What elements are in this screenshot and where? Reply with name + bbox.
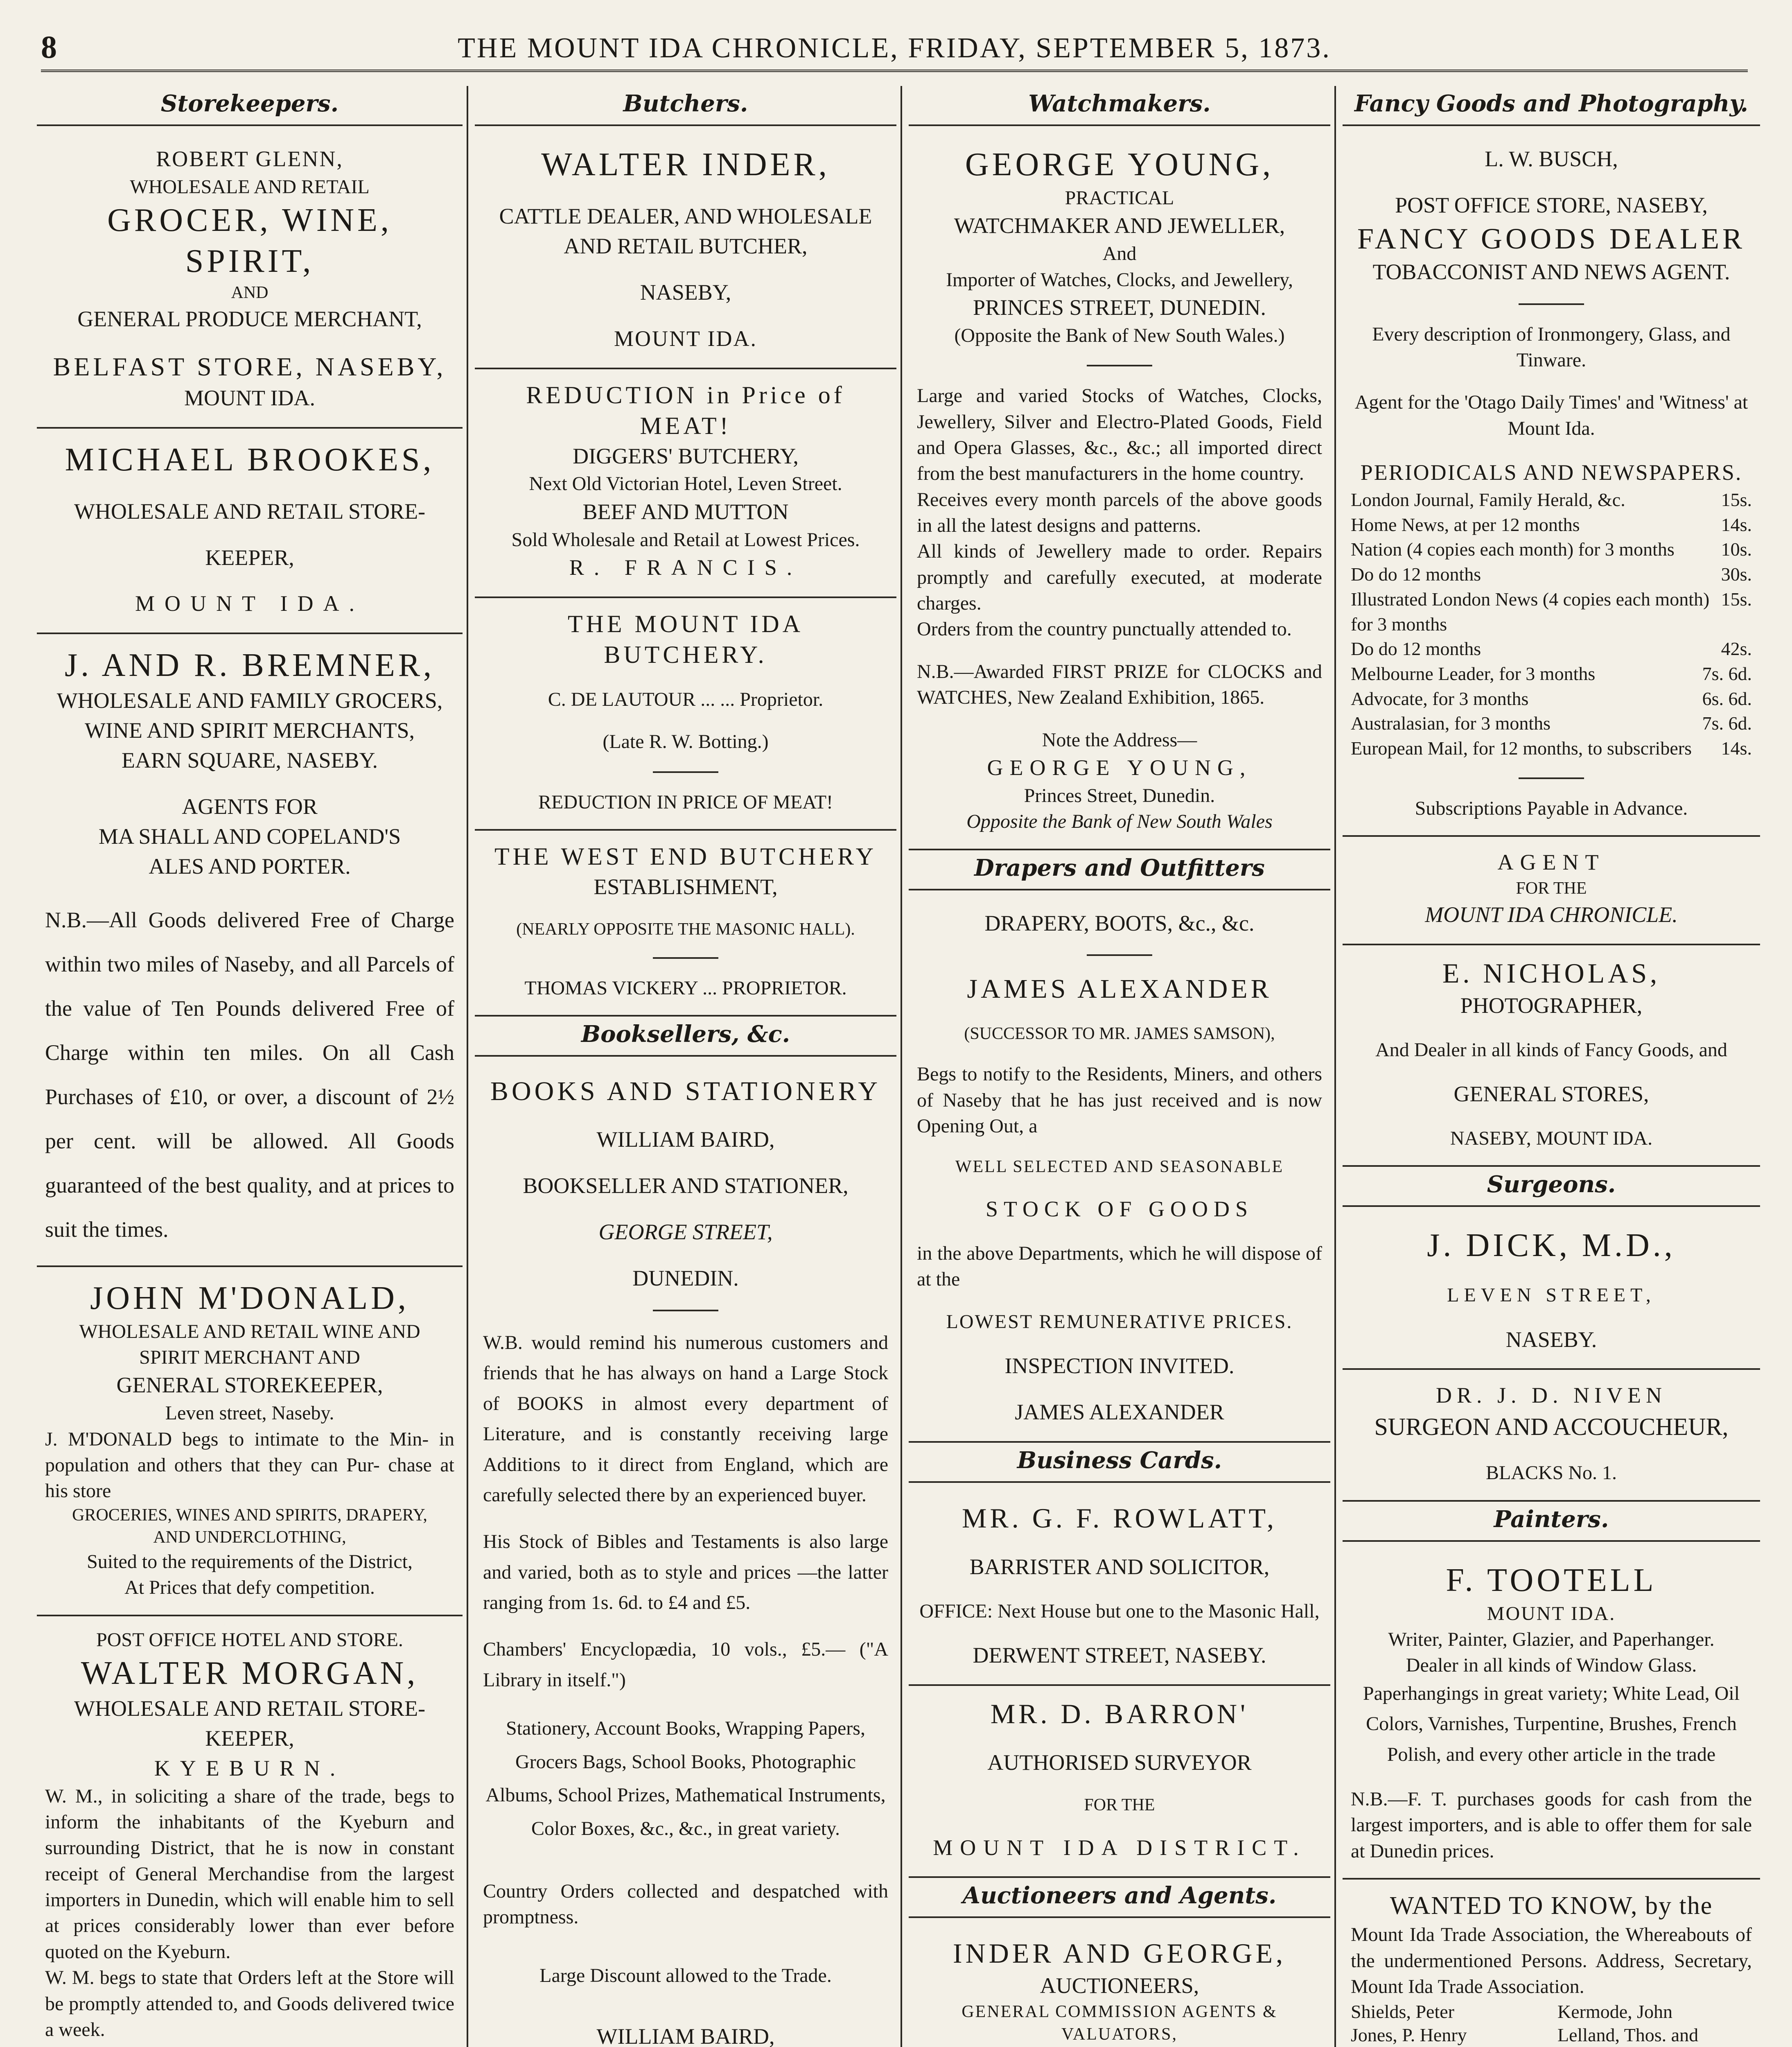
- section-header: Drapers and Outfitters: [909, 850, 1330, 890]
- ad-body: Large and varied Stocks of Watches, Clocks, Jewellery, Silver and Electro-Plated Goods, Field and Opera Glasses, &c., &c.; all imported direct from the best manufacturers in the home country.: [917, 385, 1322, 485]
- section-header: Butchers.: [475, 86, 896, 126]
- ad-line: R. FRANCIS.: [569, 555, 802, 580]
- ad-mount-ida-butchery: [475, 598, 896, 831]
- ad-line: WHOLESALE AND RETAIL: [130, 176, 370, 198]
- ad-line: (SUCCESSOR TO MR. JAMES SAMSON),: [964, 1024, 1275, 1043]
- ad-line: MOUNT IDA.: [135, 591, 364, 616]
- ad-line: MOUNT IDA.: [1487, 1602, 1616, 1624]
- ad-line: FANCY GOODS DEALER: [1357, 222, 1746, 255]
- ad-body: in the above Departments, which he will dispose of at the: [917, 1243, 1322, 1290]
- ad-line: Importer of Watches, Clocks, and Jewellery,: [946, 269, 1293, 291]
- ad-line: EARN SQUARE, NASEBY.: [121, 748, 378, 773]
- names-right: [1557, 2000, 1752, 2047]
- price-row: London Journal, Family Herald, &c. 15s.: [1351, 489, 1752, 510]
- price-row: Do do 12 months 42s.: [1351, 638, 1752, 660]
- ad-line: At Prices that defy competition.: [124, 1577, 375, 1599]
- ad-line: [917, 2046, 1322, 2047]
- ad-mcdonald: [37, 1267, 463, 1616]
- ad-body: Large Discount allowed to the Trade.: [539, 1965, 832, 1987]
- ad-line: ALES AND PORTER.: [149, 854, 351, 879]
- price-row: European Mail, for 12 months, to subscribers 14s.: [1351, 738, 1752, 759]
- section-header: Storekeepers.: [37, 86, 463, 126]
- ad-line: BEEF AND MUTTON: [582, 499, 789, 524]
- ad-line: JAMES ALEXANDER: [1015, 1400, 1224, 1425]
- ad-bremner: [37, 634, 463, 1267]
- ad-body: Paperhangings in great variety; White Lead, Oil Colors, Varnishes, Turpentine, Brushes, French Polish, and every other article in the trade: [1363, 1682, 1740, 1765]
- masthead: [41, 25, 1748, 72]
- column-1: [37, 86, 463, 2047]
- ad-line: GEORGE STREET,: [598, 1220, 773, 1245]
- ad-line: DIGGERS' BUTCHERY,: [573, 443, 799, 468]
- ad-line: Leven street, Naseby.: [165, 1402, 334, 1424]
- ad-line: FOR THE: [1084, 1795, 1155, 1814]
- ad-line: BARRISTER AND SOLICITOR,: [969, 1554, 1270, 1579]
- ad-line: KEEPER,: [205, 1726, 294, 1751]
- ad-line: AGENT: [1497, 850, 1605, 875]
- ad-line: SPIRIT MERCHANT AND: [139, 1347, 360, 1368]
- newspaper-page: [25, 16, 1764, 2047]
- advertiser-name: MR. G. F. ROWLATT,: [961, 1502, 1277, 1534]
- ad-west-end-butchery: [475, 831, 896, 1017]
- advertiser-name: WALTER MORGAN,: [81, 1655, 419, 1691]
- advertiser-name: J. AND R. BREMNER,: [64, 647, 435, 684]
- ad-line: MOUNT IDA.: [184, 385, 315, 410]
- ad-line: Next Old Victorian Hotel, Leven Street.: [529, 473, 842, 495]
- ad-line: POST OFFICE STORE, NASEBY,: [1395, 192, 1708, 217]
- column-rule: [467, 86, 468, 2047]
- ad-line: TOBACCONIST AND NEWS AGENT.: [1372, 259, 1730, 284]
- ad-line: KYEBURN.: [154, 1756, 345, 1780]
- advertiser-name: INDER AND GEORGE,: [952, 1938, 1286, 1969]
- names-left: [1351, 2000, 1545, 2047]
- section-header: Booksellers, &c.: [475, 1017, 896, 1057]
- ad-body: All kinds of Jewellery made to order. Repairs promptly and carefully executed, at moderate charges.: [917, 540, 1322, 615]
- price-row: Do do 12 months 30s.: [1351, 564, 1752, 585]
- ad-nicholas: [1343, 945, 1760, 1167]
- ad-body: W. M., in soliciting a share of the trade, begs to inform the inhabitants of the Kyeburn and surrounding District, that he is now in constant receipt of General Merchandise from the largest importers in Dunedin, which will enable him to sell at prices considerably lower than ever before quoted on the Kyeburn.: [45, 1785, 454, 1963]
- ad-body: His Stock of Bibles and Testaments is also large and varied, both as to style and prices —the latter ranging from 1s. 6d. to £4 and £5.: [483, 1531, 888, 1614]
- ad-line: NASEBY,: [640, 280, 731, 305]
- ad-line: WHOLESALE AND RETAIL WINE AND: [79, 1320, 420, 1342]
- page-number: 8: [41, 29, 57, 65]
- ad-line: MA SHALL AND COPELAND'S: [98, 824, 401, 849]
- ad-line: AUTHORISED SURVEYOR: [987, 1750, 1252, 1775]
- ad-line: PHOTOGRAPHER,: [1460, 993, 1643, 1018]
- advertiser-name: ROBERT GLENN,: [156, 147, 343, 171]
- ad-line: DERWENT STREET, NASEBY.: [973, 1643, 1266, 1668]
- ad-line: BOOKSELLER AND STATIONER,: [523, 1173, 849, 1198]
- ad-line: WILLIAM BAIRD,: [596, 2024, 775, 2047]
- advertiser-name: L. W. BUSCH,: [1485, 147, 1618, 171]
- ad-line: MOUNT IDA DISTRICT.: [933, 1835, 1306, 1860]
- ad-body: Chambers' Encyclopædia, 10 vols., £5.— ("A Library in itself."): [483, 1638, 888, 1691]
- ad-line: And Dealer in all kinds of Fancy Goods, and: [1375, 1039, 1727, 1061]
- ad-body: Stationery, Account Books, Wrapping Papers, Grocers Bags, School Books, Photographic Albums, School Prizes, Mathematical Instruments, Color Boxes, &c., &c., in great variety.: [485, 1717, 886, 1840]
- column-rule: [1334, 86, 1336, 2047]
- ad-line: NASEBY.: [1505, 1327, 1597, 1352]
- wanted-name: Jones, P. Henry: [1351, 2024, 1467, 2046]
- ad-line: POST OFFICE HOTEL AND STORE.: [96, 1629, 403, 1651]
- ad-line: ESTABLISHMENT,: [594, 874, 778, 899]
- ad-body: W.B. would remind his numerous customers and friends that he has always on hand a Large Stock of BOOKS in almost every department of Literature, and is constantly receiving large Additions to it direct from England, which are carefully selected there by an experienced buyer.: [483, 1331, 888, 1506]
- ad-body: N.B.—Awarded FIRST PRIZE for CLOCKS and WATCHES, New Zealand Exhibition, 1865.: [917, 660, 1322, 709]
- ad-line: Princes Street, Dunedin.: [1024, 784, 1215, 807]
- ad-line: STOCK OF GOODS: [985, 1197, 1254, 1222]
- ad-line: AND RETAIL BUTCHER,: [564, 233, 808, 258]
- price-row: Melbourne Leader, for 3 months 7s. 6d.: [1351, 663, 1752, 685]
- ad-busch: [1343, 133, 1760, 837]
- section-header: Painters.: [1343, 1502, 1760, 1542]
- ad-line: PRACTICAL: [1065, 187, 1174, 209]
- ad-line: AUCTIONEERS,: [1040, 1973, 1199, 1998]
- ad-line: GEORGE YOUNG,: [987, 755, 1252, 780]
- ad-body: Begs to notify to the Residents, Miners, and others of Naseby that he has just received and is now Opening Out, a: [917, 1063, 1322, 1137]
- ad-line: Sold Wholesale and Retail at Lowest Prices.: [511, 529, 860, 551]
- ad-line: (Late R. W. Botting.): [603, 731, 769, 753]
- ad-dick: [1343, 1214, 1760, 1370]
- ad-line: Agent for the 'Otago Daily Times' and 'Witness' at Mount Ida.: [1354, 391, 1748, 439]
- ad-body: W. M. begs to state that Orders left at the Store will be promptly attended to, and Goods delivered twice a week.: [45, 1967, 454, 2040]
- section-header: Auctioneers and Agents.: [909, 1878, 1330, 1918]
- ad-line: THE WEST END BUTCHERY: [494, 843, 877, 870]
- ad-body: Receives every month parcels of the above goods in all the latest designs and patterns.: [917, 488, 1322, 537]
- ad-line: KEEPER,: [205, 545, 294, 570]
- ad-line: And: [1102, 243, 1137, 265]
- advertiser-name: MICHAEL BROOKES,: [65, 441, 435, 478]
- ad-line: THE MOUNT IDA BUTCHERY.: [567, 610, 804, 668]
- price-list: [1351, 488, 1752, 761]
- ad-line: (NEARLY OPPOSITE THE MASONIC HALL).: [516, 920, 855, 939]
- advertiser-name: E. NICHOLAS,: [1442, 957, 1661, 989]
- ad-glenn: [37, 133, 463, 429]
- ad-body: N.B.—F. T. purchases goods for cash from the largest importers, and is able to offer them for sale at Dunedin prices.: [1351, 1788, 1752, 1862]
- column-4: [1343, 86, 1760, 2047]
- ad-line: WHOLESALE AND FAMILY GROCERS,: [56, 688, 443, 713]
- ad-line: WINE AND SPIRIT MERCHANTS,: [84, 718, 415, 743]
- ad-agent: [1343, 837, 1760, 945]
- advertiser-name: GEORGE YOUNG,: [965, 147, 1274, 183]
- column-rule: [901, 86, 902, 2047]
- ad-line: GROCER, WINE, SPIRIT,: [107, 202, 392, 280]
- ad-line: C. DE LAUTOUR ... ... Proprietor.: [548, 688, 824, 710]
- price-row: Advocate, for 3 months 6s. 6d.: [1351, 688, 1752, 709]
- ad-line: INSPECTION INVITED.: [1004, 1353, 1235, 1378]
- ad-inder-george: [909, 1925, 1330, 2047]
- section-header: Fancy Goods and Photography.: [1343, 86, 1760, 126]
- ad-body: Country Orders collected and despatched with promptness.: [483, 1880, 888, 1928]
- ad-line: PERIODICALS AND NEWSPAPERS.: [1360, 460, 1742, 485]
- ad-line: AND UNDERCLOTHING,: [153, 1528, 346, 1547]
- advertiser-name: MR. D. BARRON': [990, 1698, 1249, 1730]
- ad-line: REDUCTION IN PRICE OF MEAT!: [538, 791, 833, 813]
- ad-body: J. M'DONALD begs to intimate to the Min- in population and others that they can Pur- chase at his store: [45, 1428, 454, 1502]
- ad-body: Orders from the country punctually attended to.: [917, 618, 1292, 640]
- ad-baird: [475, 1064, 896, 2047]
- wanted-name: Kermode, John: [1557, 2001, 1673, 2022]
- advertiser-name: DR. J. D. NIVEN: [1436, 1383, 1667, 1408]
- ad-brookes: [37, 429, 463, 635]
- ad-line: Writer, Painter, Glazier, and Paperhanger.: [1388, 1629, 1715, 1650]
- column-3: [909, 86, 1330, 2047]
- ad-line: Subscriptions Payable in Advance.: [1415, 797, 1688, 819]
- ad-body: N.B.—All Goods delivered Free of Charge within two miles of Naseby, and all Parcels of the value of Ten Pounds delivered Free of Charge within ten miles. On all Cash Purchases of £10, or over, a discount of 2½ per cent. will be allowed. All Goods guaranteed of the best quality, and at prices to suit the times.: [45, 907, 454, 1242]
- ad-line: LOWEST REMUNERATIVE PRICES.: [946, 1310, 1293, 1333]
- ad-line: BELFAST STORE, NASEBY,: [53, 352, 447, 381]
- ad-niven: [1343, 1370, 1760, 1501]
- ad-line: BLACKS No. 1.: [1485, 1462, 1617, 1484]
- ad-line: PRINCES STREET, DUNEDIN.: [973, 295, 1266, 320]
- ad-line: Suited to the requirements of the District,: [87, 1550, 413, 1573]
- ad-line: GROCERIES, WINES AND SPIRITS, DRAPERY,: [72, 1505, 427, 1525]
- ad-inder: [475, 133, 896, 369]
- wanted-name: Shields, Peter: [1351, 2001, 1454, 2022]
- ad-line: BOOKS AND STATIONERY: [490, 1076, 881, 1106]
- ad-line: CATTLE DEALER, AND WHOLESALE: [499, 204, 872, 228]
- ad-young: [909, 133, 1330, 850]
- advertiser-name: F. TOOTELL: [1446, 1562, 1657, 1598]
- ad-line: WELL SELECTED AND SEASONABLE: [955, 1157, 1284, 1176]
- ad-line: DUNEDIN.: [632, 1266, 739, 1291]
- advertiser-name: JOHN M'DONALD,: [90, 1280, 409, 1316]
- ad-alexander: [909, 898, 1330, 1443]
- ad-body: Mount Ida Trade Association, the Whereabouts of the undermentioned Persons. Address, Secretary, Mount Ida Trade Association.: [1351, 1924, 1752, 1998]
- ad-line: LEVEN STREET,: [1447, 1284, 1656, 1306]
- ad-line: AND: [231, 283, 269, 303]
- ad-line: Opposite the Bank of New South Wales: [966, 811, 1273, 833]
- ad-line: (Opposite the Bank of New South Wales.): [954, 324, 1285, 346]
- names-list: [1351, 2000, 1752, 2047]
- ad-line: SURGEON AND ACCOUCHEUR,: [1374, 1413, 1729, 1441]
- ad-rowlatt: [909, 1490, 1330, 1686]
- ad-line: Dealer in all kinds of Window Glass.: [1406, 1654, 1697, 1676]
- price-row: Illustrated London News (4 copies each month) for 3 months 15s.: [1351, 588, 1752, 635]
- section-header: Business Cards.: [909, 1443, 1330, 1483]
- ad-line: WATCHMAKER AND JEWELLER,: [954, 213, 1285, 238]
- ad-line: GENERAL STORES,: [1453, 1081, 1649, 1106]
- ad-line: NASEBY, MOUNT IDA.: [1450, 1127, 1653, 1149]
- ad-line: WHOLESALE AND RETAIL STORE-: [74, 499, 426, 524]
- ad-tootell: [1343, 1549, 1760, 1880]
- ad-line: GENERAL PRODUCE MERCHANT,: [77, 306, 422, 331]
- masthead-title: THE MOUNT IDA CHRONICLE, FRIDAY, SEPTEMBER 5, 1873.: [458, 32, 1331, 64]
- ad-line: WANTED TO KNOW, by the: [1390, 1891, 1713, 1920]
- ad-line: Note the Address—: [1042, 729, 1197, 751]
- ad-body: Every description of Ironmongery, Glass, and Tinware.: [1372, 323, 1731, 371]
- ad-line: WHOLESALE AND RETAIL STORE-: [74, 1696, 426, 1721]
- ad-line: FOR THE: [1516, 879, 1587, 898]
- ad-morgan: [37, 1616, 463, 2047]
- ad-line: AGENTS FOR: [182, 794, 318, 819]
- ad-diggers-butchery: [475, 369, 896, 598]
- ad-line: OFFICE: Next House but one to the Masonic Hall,: [919, 1600, 1320, 1622]
- ad-line: MOUNT IDA CHRONICLE.: [1425, 902, 1678, 927]
- price-row: Home News, at per 12 months 14s.: [1351, 514, 1752, 535]
- section-header: Watchmakers.: [909, 86, 1330, 126]
- advertiser-name: JAMES ALEXANDER: [967, 974, 1272, 1004]
- advertiser-name: WALTER INDER,: [541, 147, 830, 183]
- price-row: Australasian, for 3 months 7s. 6d.: [1351, 713, 1752, 734]
- ad-barron: [909, 1686, 1330, 1878]
- advertiser-name: J. DICK, M.D.,: [1427, 1227, 1676, 1264]
- section-header: Surgeons.: [1343, 1167, 1760, 1207]
- wanted-name: Lelland, Thos. and: [1557, 2024, 1699, 2046]
- column-2: [475, 86, 896, 2047]
- price-row: Nation (4 copies each month) for 3 months 10s.: [1351, 539, 1752, 560]
- ad-line: GENERAL COMMISSION AGENTS & VALUATORS,: [961, 2002, 1277, 2044]
- ad-line: THOMAS VICKERY ... PROPRIETOR.: [524, 977, 847, 999]
- ad-line: DRAPERY, BOOTS, &c., &c.: [984, 911, 1255, 935]
- ad-line: REDUCTION in Price of MEAT!: [526, 381, 845, 439]
- advertiser-name: WILLIAM BAIRD,: [596, 1127, 775, 1152]
- ad-line: GENERAL STOREKEEPER,: [116, 1373, 383, 1398]
- ad-line: MOUNT IDA.: [614, 326, 757, 351]
- ad-wanted-to-know: [1343, 1880, 1760, 2047]
